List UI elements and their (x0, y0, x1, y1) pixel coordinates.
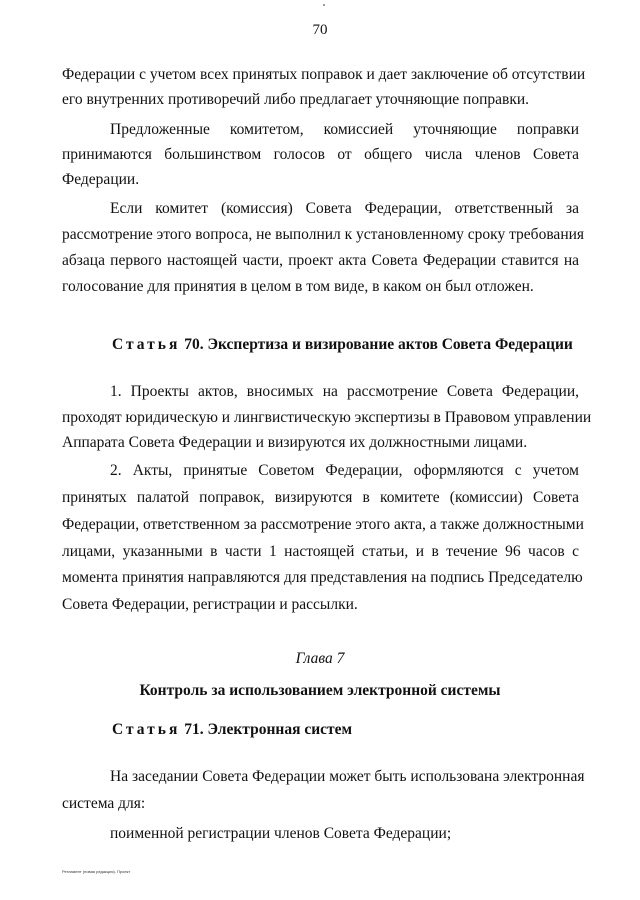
article71-title: 71. Электронная систем (184, 721, 353, 738)
article71-heading (112, 721, 352, 739)
para4-line3: Аппарата Совета Федерации и визируются их должностными лицами. (62, 434, 528, 451)
para3-line2: рассмотрение этого вопроса, не выполнил к установленному сроку требования (62, 226, 585, 243)
para3-line1: Если комитет (комиссия) Совета Федерации, ответственный за (110, 200, 579, 217)
para5-line2: принятых палатой поправок, визируются в комитете (комиссии) Совета (62, 489, 579, 506)
footer-note: Регламент (новая редакция). Проект (62, 869, 131, 874)
para4-line1: 1. Проекты актов, вносимых на рассмотрение Совета Федерации, (110, 383, 579, 400)
para7-line1: поименной регистрации членов Совета Федерации; (110, 825, 452, 842)
para6-line1: На заседании Совета Федерации может быть использована электронная (110, 768, 585, 785)
scan-dot (323, 4, 325, 6)
para5-line1: 2. Акты, принятые Советом Федерации, оформляются с учетом (110, 462, 579, 479)
article70-heading (112, 336, 573, 354)
para1-line1: Федерации с учетом всех принятых поправок и дает заключение об отсутствии (62, 66, 586, 83)
chapter-label: Глава 7 (295, 650, 345, 667)
article70-title: 70. Экспертиза и визирование актов Совета Федерации (184, 336, 573, 353)
para5-line3: Федерации, ответственном за рассмотрение этого акта, а также должностными (62, 516, 584, 533)
para3-line3: абзаца первого настоящей части, проект акта Совета Федерации ставится на (62, 252, 579, 269)
para1-line2: его внутренних противоречий либо предлагает уточняющие поправки. (62, 91, 530, 108)
page-number: 70 (312, 22, 328, 38)
para2-line2: принимаются большинством голосов от общего числа членов Совета (62, 146, 579, 163)
para5-line6: Совета Федерации, регистрации и рассылки. (62, 596, 358, 613)
para3-line4: голосование для принятия в целом в том виде, в каком он был отложен. (62, 278, 534, 295)
para6-line2: система для: (62, 795, 146, 812)
para5-line5: момента принятия направляются для представления на подпись Председателю (62, 569, 583, 586)
article70-prefix: Статья (112, 336, 181, 353)
para4-line2: проходят юридическую и лингвистическую экспертизы в Правовом управлении (62, 409, 592, 426)
para5-line4: лицами, указанными в части 1 настоящей статьи, и в течение 96 часов с (62, 543, 579, 560)
article71-prefix: Статья (112, 721, 181, 738)
para2-line1: Предложенные комитетом, комиссией уточняющие поправки (110, 121, 579, 138)
chapter-title: Контроль за использованием электронной системы (139, 682, 501, 699)
para2-line3: Федерации. (62, 171, 140, 188)
